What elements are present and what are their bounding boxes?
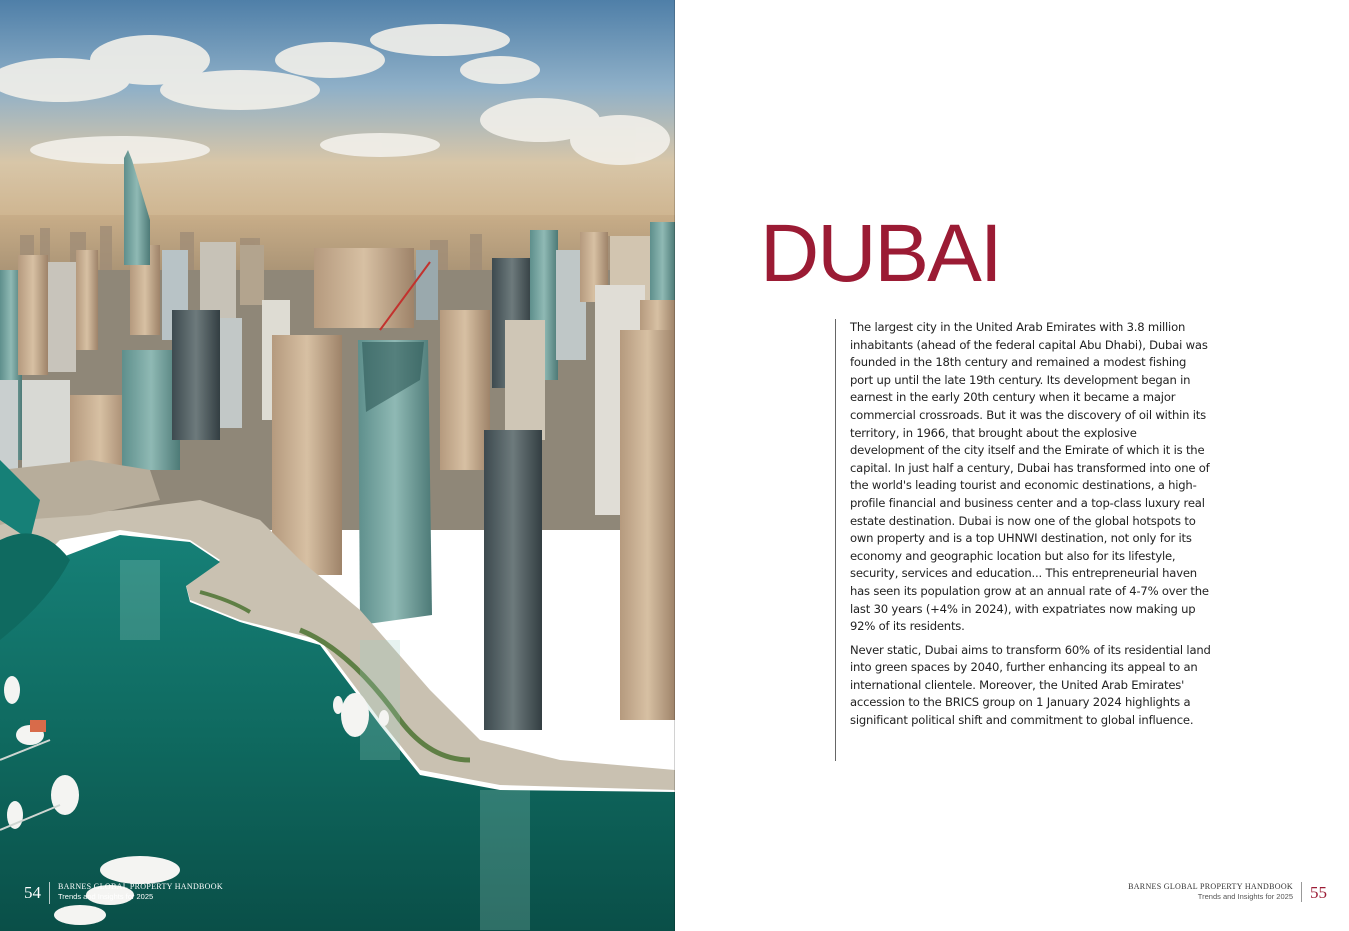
footer-subtitle-left: Trends and Insights for 2025 [58,892,154,901]
footer-subtitle-right: Trends and Insights for 2025 [1197,892,1293,901]
page-number-right: 55 [1310,883,1327,902]
footer-left [24,882,223,908]
paragraph-2: Never static, Dubai aims to transform 60% of its residential land into green spaces by 2040, further enhancing its appeal to an international clientele. Moreover, the United Arab Emirates' accession to the BRICS group on 1 January 2024 highlights a significant political shift and commitment to global influence. [850,642,1211,728]
footer-text-right [1128,882,1302,902]
footer-text-left [50,882,223,902]
paragraph-1: The largest city in the United Arab Emirates with 3.8 million inhabitants (ahead of the federal capital Abu Dhabi), Dubai was founded in the 18th century and remained a modest fishing port up until the late 19th century. Its development began in earnest in the early 20th century when it became a major commercial crossroads. But it was the discovery of oil within its territory, in 1966, that brought about the explosive development of the city itself and the Emirate of which it is the capital. In just half a century, Dubai has transformed into one of the world's leading tourist and economic destinations, a high-profile financial and business center and a top-class luxury real estate destination. Dubai is now one of the global hotspots to own property and is a top UHNWI destination, not only for its economy and geographic location but also for its lifestyle, security, services and education... This entrepreneurial haven has seen its population grow at an annual rate of 4-7% over the last 30 years (+4% in 2024), with expatriates now making up 92% of its residents. [850,320,1210,634]
body-text [836,319,1211,730]
footer-brand-right: BARNES GLOBAL PROPERTY HANDBOOK [1128,882,1293,891]
page-title: DUBAI [760,208,1001,299]
page-number-left: 54 [24,882,50,904]
body-column [835,319,1211,761]
right-page [675,0,1349,931]
footer-brand-left: BARNES GLOBAL PROPERTY HANDBOOK [58,882,223,891]
footer-right [1128,882,1327,908]
